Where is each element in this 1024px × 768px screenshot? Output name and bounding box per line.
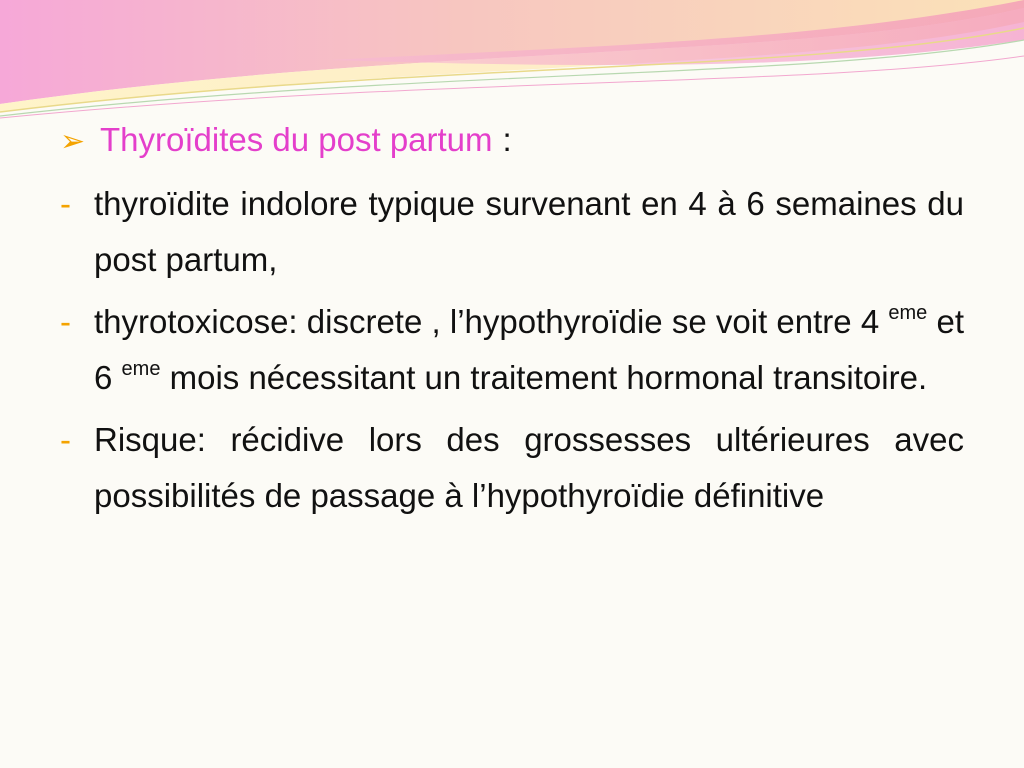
list-item-text: thyroïdite indolore typique survenant en 4 à 6 semaines du post partum, [94, 185, 964, 278]
heading-text: Thyroïdites du post partum [100, 121, 493, 158]
dash-bullet-icon: - [60, 303, 71, 340]
list-item-text-part: thyrotoxicose: discrete , l’hypothyroïdie se voit entre 4 [94, 303, 880, 340]
list-item-text-part: mois nécessitant un traitement hormonal transitoire. [169, 359, 928, 396]
superscript-eme: eme [888, 302, 928, 324]
list-item [60, 176, 964, 288]
list-item-text-part: et 6 [94, 303, 964, 396]
slide-heading [60, 112, 964, 170]
slide-content [60, 112, 964, 530]
list-item-text [94, 294, 964, 406]
arrow-bullet-icon: ➢ [60, 125, 86, 158]
dash-bullet-icon: - [60, 421, 71, 458]
list-item [60, 294, 964, 406]
superscript-eme: eme [121, 358, 161, 380]
heading-colon: : [502, 121, 512, 158]
list-item-text: Risque: récidive lors des grossesses ultérieures avec possibilités de passage à l’hypothyroïdie définitive [94, 421, 964, 514]
dash-bullet-icon: - [60, 185, 71, 222]
list-item [60, 412, 964, 524]
